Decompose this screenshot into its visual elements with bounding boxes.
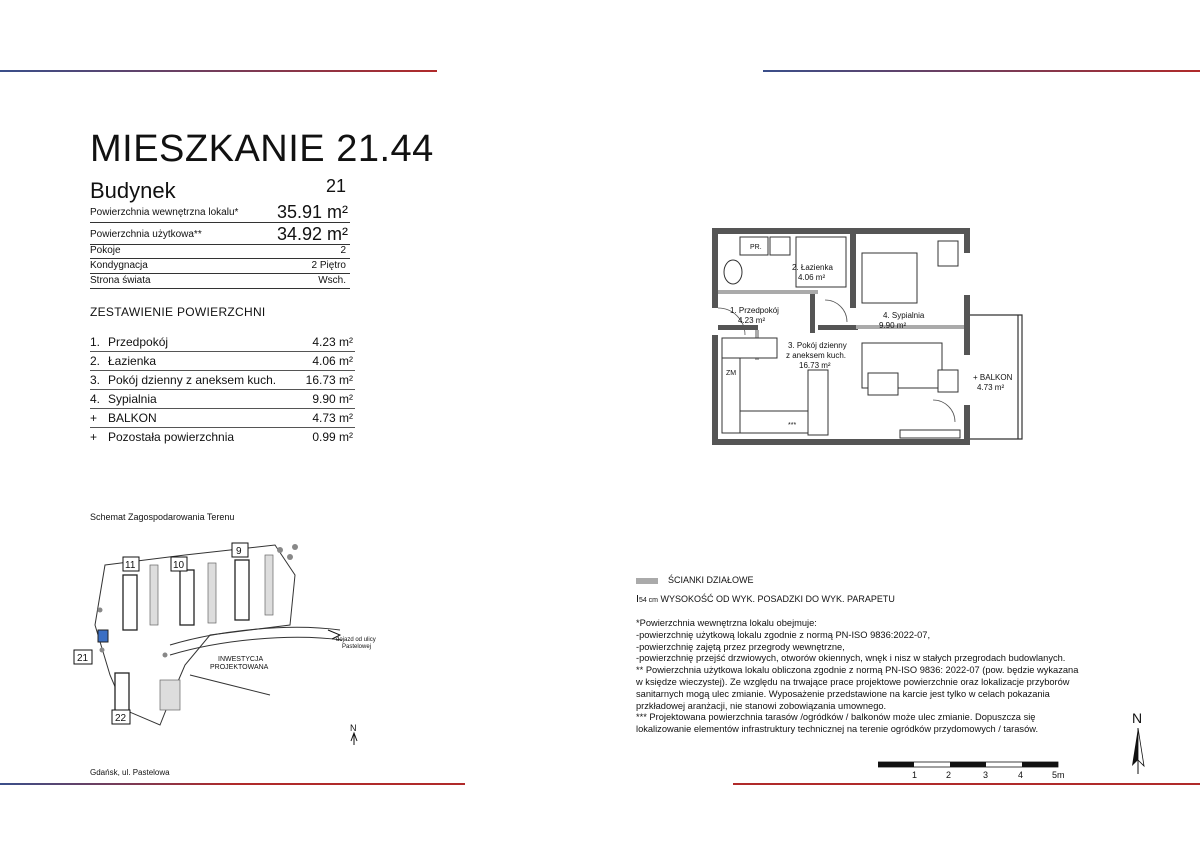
parking (150, 565, 158, 625)
summary-label: Sypialnia (108, 392, 157, 406)
parking (208, 563, 216, 623)
scale-bar (878, 760, 1068, 772)
partition-swatch (636, 578, 658, 584)
note-line: *** Projektowana powierzchnia tarasów /ogródków / balkonów może ulec zmianie. Dopuszcza się (636, 712, 1036, 723)
desk (938, 241, 958, 266)
tree (163, 653, 168, 658)
interior-wall (810, 293, 815, 333)
legend-partition-label: ŚCIANKI DZIAŁOWE (668, 575, 754, 585)
scale-segment (878, 762, 914, 767)
info-label: Strona świata (90, 275, 151, 286)
summary-row (90, 371, 355, 390)
info-value: 2 (340, 245, 346, 256)
building-value: 21 (326, 176, 347, 196)
room-label: 4. Sypialnia (883, 311, 925, 320)
info-row (90, 243, 350, 259)
building-label: Budynek (90, 178, 176, 203)
height-value: 54 cm (638, 597, 659, 604)
summary-label: Pozostała powierzchnia (108, 430, 235, 444)
north-label: N (350, 723, 357, 733)
summary-value: 0.99 m² (312, 430, 353, 444)
note-line: *Powierzchnia wewnętrzna lokalu obejmuje: (636, 618, 817, 628)
scale-segment (950, 762, 986, 767)
info-value: 34.92 m² (276, 224, 348, 244)
note-line: lokalizowanie elementów infrastruktury technicznej na terenie ogródków przydomowych / tarasów. (636, 724, 1039, 735)
info-label: Kondygnacja (90, 260, 148, 271)
summary-label: Przedpokój (108, 335, 169, 349)
summary-value: 4.23 m² (312, 335, 353, 349)
scale-label: 1 (912, 770, 918, 780)
summary-value: 9.90 m² (312, 392, 353, 406)
info-label: Pokoje (90, 245, 121, 256)
summary-num: 1. (90, 335, 101, 349)
room-label: 1. Przedpokój (730, 306, 779, 315)
top-rule-left (0, 70, 437, 72)
room-label: 2. Łazienka (792, 263, 833, 272)
north-arrow-icon (1128, 726, 1148, 776)
highlighted-building (98, 630, 108, 642)
room-area: 4.73 m² (977, 383, 1005, 392)
north-arrow-icon (351, 733, 357, 745)
summary-label: BALKON (108, 411, 157, 425)
building-label: 9 (236, 546, 242, 557)
exterior-wall (964, 228, 970, 253)
scale-segment (1022, 762, 1058, 767)
tree (277, 547, 283, 553)
summary-num: 3. (90, 373, 101, 387)
note-line: ** Powierzchnia użytkowa lokalu obliczona zgodnie z normą PN-ISO 9836: 2022-07 (pow. będzie wykazana (636, 665, 1079, 676)
building-footprint (180, 570, 194, 625)
road (170, 627, 340, 645)
tag-zm: ZM (726, 370, 737, 377)
room-label: z aneksem kuch. (786, 351, 847, 360)
kitchen-counter (740, 411, 810, 433)
note-line: -powierzchnię zajętą przez przegrody wewnętrzne, (636, 641, 845, 652)
summary-num: 2. (90, 354, 101, 368)
floor-plan (700, 225, 1040, 450)
investment-label: PROJEKTOWANA (210, 664, 269, 671)
sink (770, 237, 790, 255)
tree (98, 608, 103, 613)
interior-wall (850, 228, 856, 308)
room-area: 9.90 m² (879, 321, 907, 330)
wardrobe (722, 338, 777, 358)
access-label: Pastelowej (342, 644, 372, 650)
bed (862, 253, 917, 303)
summary-row (90, 409, 355, 428)
road (190, 675, 270, 695)
coffee-table (868, 373, 898, 395)
building-footprint (123, 575, 137, 630)
summary-row (90, 390, 355, 409)
address: Gdańsk, ul. Pastelowa (90, 768, 170, 777)
note-line: przkładowej aranżacji, nie stanowi zobowiązania umownego. (636, 700, 887, 711)
partition-wall (718, 290, 818, 294)
info-value: 2 Piętro (311, 260, 346, 271)
summary-row (90, 428, 355, 446)
info-row (90, 258, 350, 274)
exterior-wall (964, 295, 970, 355)
info-row (90, 202, 350, 223)
kitchen-island (808, 370, 828, 435)
interior-wall (818, 325, 858, 330)
info-value: Wsch. (318, 275, 346, 286)
summary-value: 16.73 m² (305, 373, 353, 387)
partition-wall (856, 325, 964, 329)
legend-partition (636, 575, 754, 585)
info-row (90, 224, 350, 245)
room-area: 4.23 m² (738, 316, 766, 325)
room-label: 3. Pokój dzienny (788, 341, 847, 350)
scale-label: 3 (983, 770, 989, 780)
height-icon: Ⅰ (636, 594, 639, 605)
info-label: Powierzchnia użytkowa** (90, 229, 202, 240)
door-swing (825, 300, 847, 322)
room-label: + BALKON (973, 373, 1013, 382)
bottom-rule-left (0, 783, 465, 785)
room-area: 16.73 m² (799, 361, 831, 370)
exterior-wall (964, 405, 970, 445)
tree (100, 648, 105, 653)
exterior-wall (712, 228, 970, 234)
bottom-rule-right (733, 783, 1200, 785)
tag-pr: PR. (750, 244, 762, 251)
top-rule-right (763, 70, 1200, 72)
investment-label: INWESTYCJA (218, 656, 264, 663)
exterior-wall (712, 335, 718, 445)
toilet (724, 260, 742, 284)
tv-unit (900, 430, 960, 438)
info-label: Powierzchnia wewnętrzna lokalu* (90, 207, 239, 218)
notes (636, 618, 1106, 736)
summary-row (90, 352, 355, 371)
site-plan-title: Schemat Zagospodarowania Terenu (90, 512, 235, 522)
info-row (90, 273, 350, 289)
armchair (938, 370, 958, 392)
building-label: 22 (115, 713, 127, 724)
building-label: 21 (77, 653, 89, 664)
tag-stars: *** (788, 422, 797, 429)
interior-wall (718, 325, 758, 330)
height-text: WYSOKOŚĆ OD WYK. POSADZKI DO WYK. PARAPETU (660, 594, 895, 604)
note-line: -powierzchnię użytkową lokalu zgodnie z normą PN-ISO 9836:2022-07, (636, 629, 931, 640)
summary-value: 4.06 m² (312, 354, 353, 368)
summary-num: + (90, 411, 98, 425)
exterior-wall (712, 228, 718, 308)
site-plan-map (70, 535, 390, 750)
access-label: dojazd od ulicy (336, 637, 376, 643)
note-line: -powierzchnię przejść drzwiowych, otworów okiennych, wnęk i nisz w stałych przegrodach budowlanych. (636, 653, 1066, 664)
building-label: 11 (125, 560, 136, 571)
north-label-right: N (1132, 710, 1143, 726)
building-footprint (235, 560, 249, 620)
scale-label: 4 (1018, 770, 1024, 780)
summary-row (90, 333, 355, 352)
parking (160, 680, 180, 710)
summary-label: Pokój dzienny z aneksem kuch. (108, 373, 277, 387)
summary-num: + (90, 430, 98, 444)
summary-value: 4.73 m² (312, 411, 353, 425)
scale-label: 5m (1052, 770, 1065, 780)
summary-title: ZESTAWIENIE POWIERZCHNI (90, 305, 266, 319)
exterior-wall (712, 439, 970, 445)
scale-label: 2 (946, 770, 952, 780)
building-label: 10 (173, 560, 185, 571)
room-area: 4.06 m² (798, 273, 826, 282)
note-line: w księdze wieczystej). Ze względu na trwające prace projektowe powierzchnie oraz lokalizacje przyborów (636, 676, 1070, 687)
note-line: sanitarnych mogą ulec zmianie. Wyposażenie przedstawione na karcie jest tylko w celach pokazania (636, 688, 1050, 699)
summary-num: 4. (90, 392, 101, 406)
summary-label: Łazienka (108, 354, 157, 368)
page-title: MIESZKANIE 21.44 (90, 128, 434, 170)
parking (265, 555, 273, 615)
legend-height (636, 594, 895, 605)
tree (292, 544, 298, 550)
info-value: 35.91 m² (276, 202, 348, 222)
tree (287, 554, 293, 560)
door-swing (933, 400, 955, 422)
